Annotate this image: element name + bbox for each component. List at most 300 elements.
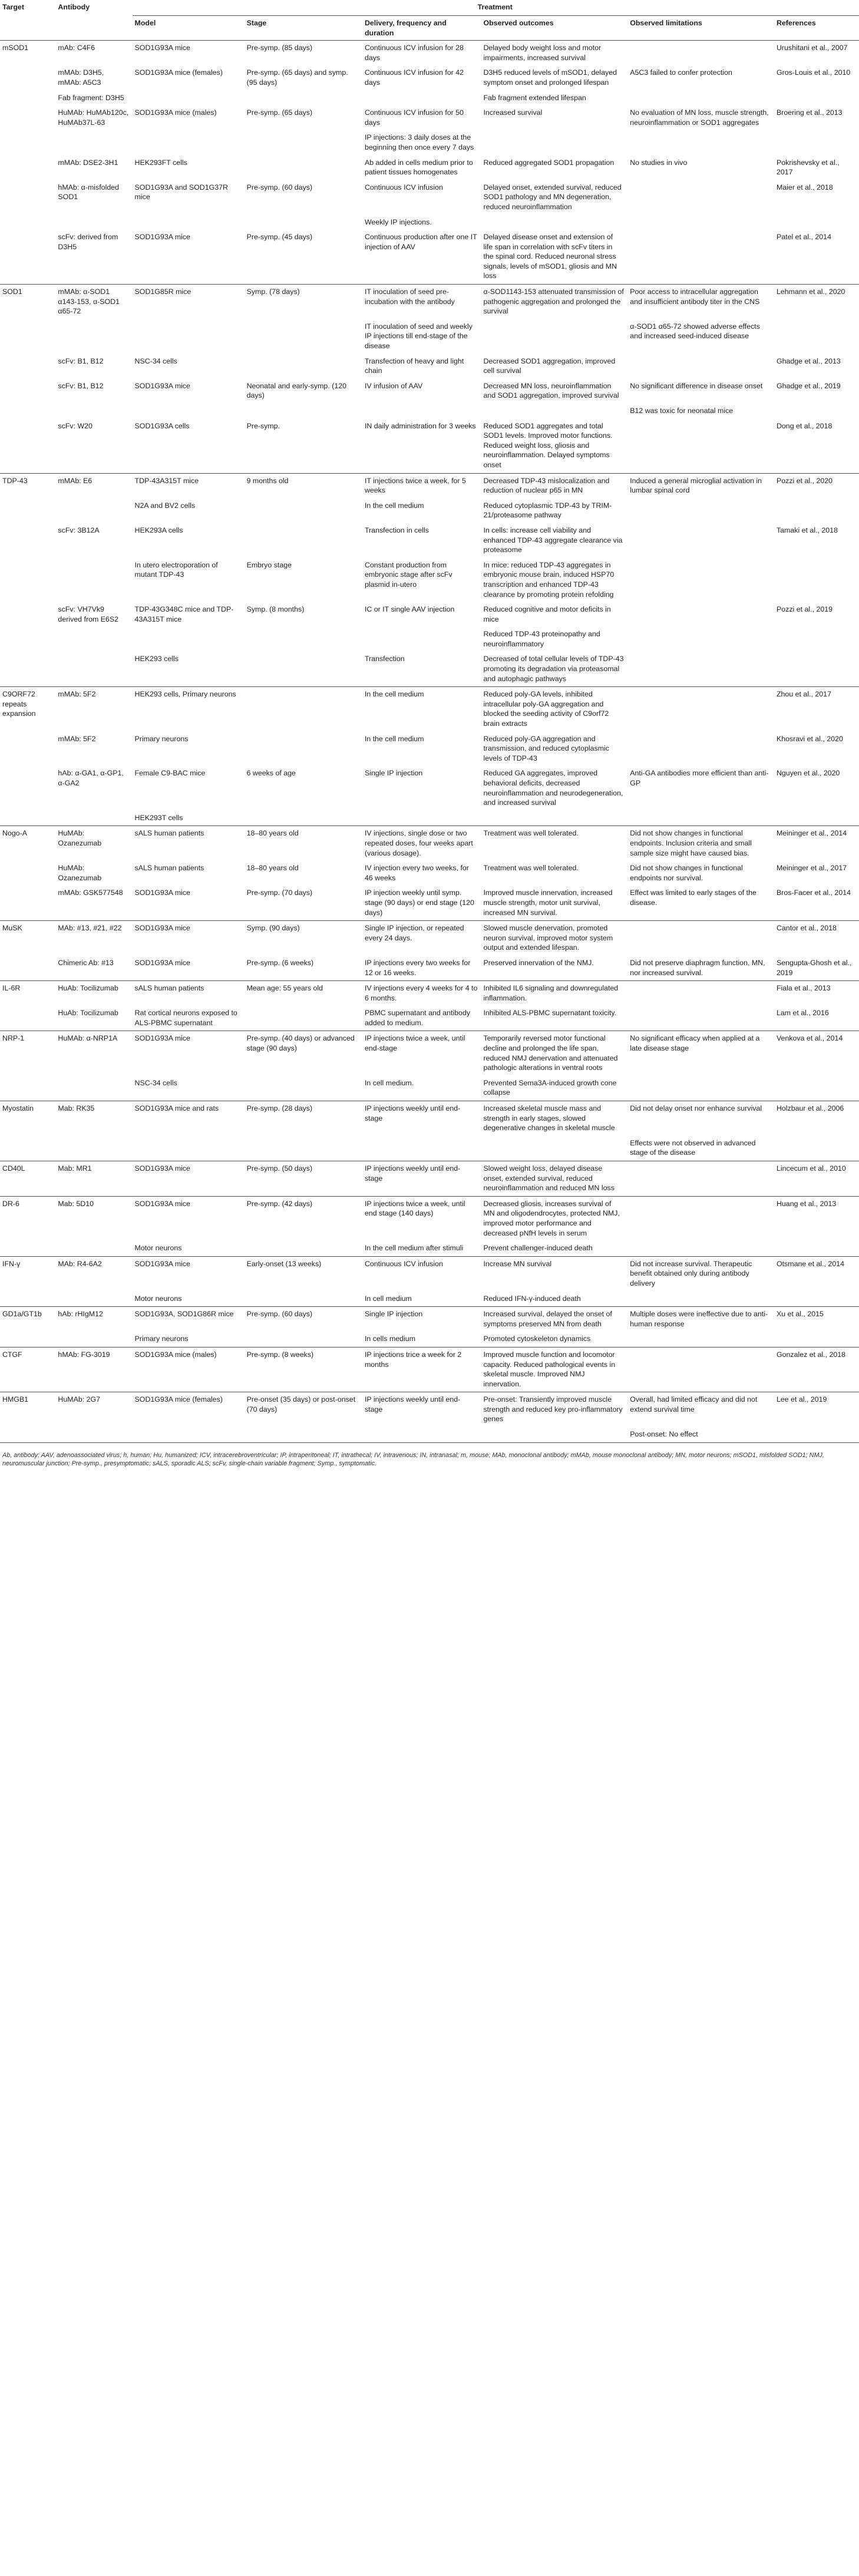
antibody-cell: scFv: VH7Vk9 derived from E6S2 [58, 605, 119, 623]
limitations-cell [627, 215, 774, 230]
target-cell [0, 1292, 55, 1307]
limitations-cell: Multiple doses were ineffective due to anti-human response [627, 1307, 774, 1332]
stage-cell: Pre-onset (35 days) or post-onset (70 days) [245, 1392, 362, 1427]
antibody-cell: scFv: B1, B12 [58, 356, 104, 365]
delivery-cell: In the cell medium [364, 734, 424, 743]
target-cell: Nogo-A [0, 826, 55, 861]
outcomes-cell: Increased skeletal muscle mass and strength in early stages, slowed degenerative changes in skeletal muscle [481, 1101, 627, 1136]
limitations-cell: Poor access to intracellular aggregation and insufficient antibody titer in the CNS [627, 285, 774, 319]
antibody-cell: scFv: derived from D3H5 [58, 233, 118, 251]
target-cell [0, 404, 55, 419]
delivery-cell: IV injection every two weeks, for 46 weeks [364, 864, 469, 882]
outcomes-cell: Decreased of total cellular levels of TDP-43 promoting its degradation via proteasomal and autophagic pathways [483, 655, 624, 683]
antibody-cell: MAb: R4-6A2 [55, 1256, 132, 1291]
reference-cell: Bros-Facer et al., 2014 [776, 889, 851, 897]
table-row [0, 1392, 859, 1427]
table-row [0, 91, 859, 106]
table-row [0, 1101, 859, 1136]
target-cell: CTGF [0, 1347, 55, 1392]
antibody-cell: mAb: C4F6 [55, 41, 132, 66]
limitations-cell [627, 558, 774, 602]
delivery-cell [362, 1136, 481, 1161]
model-cell: SOD1G93A mice [134, 958, 190, 967]
outcomes-cell: In cells: increase cell viability and enhanced TDP-43 aggregate clearance via proteasome [483, 526, 623, 554]
table-row [0, 1161, 859, 1197]
target-cell [0, 156, 55, 180]
limitations-cell [627, 41, 774, 66]
table-row [0, 558, 859, 602]
antibody-cell: Chimeric Ab: #13 [58, 958, 114, 967]
reference-cell: Khosravi et al., 2020 [776, 734, 843, 743]
target-cell: HMGB1 [0, 1392, 55, 1427]
delivery-cell: Transfection of heavy and light chain [364, 356, 464, 375]
delivery-cell: Constant production from embryonic stage after scFv plasmid in-utero [364, 560, 452, 589]
antibody-cell [55, 652, 132, 686]
table-row [0, 1136, 859, 1161]
outcomes-cell: Reduced IFN-γ-induced death [483, 1294, 581, 1303]
outcomes-cell [481, 811, 627, 826]
target-cell [0, 105, 55, 130]
limitations-cell [627, 1006, 774, 1031]
stage-cell [245, 687, 362, 732]
target-cell [0, 1241, 55, 1256]
outcomes-cell: Decreased SOD1 aggregation, improved cell survival [483, 356, 616, 375]
stage-cell [245, 1332, 362, 1347]
reference-cell: Pokrishevsky et al., 2017 [776, 158, 840, 177]
delivery-cell: Transfection in cells [364, 526, 429, 534]
outcomes-cell: Decreased TDP-43 mislocalization and reduction of nuclear p65 in MN [481, 473, 627, 498]
delivery-cell: IP injections weekly until end-stage [362, 1392, 481, 1427]
outcomes-cell: Prevented Sema3A-induced growth cone collapse [483, 1078, 617, 1097]
delivery-cell: PBMC supernatant and antibody added to medium. [364, 1009, 471, 1027]
antibody-cell: mMAb: D3H5, mMAb: A5C3 [58, 68, 104, 87]
delivery-cell [362, 627, 481, 652]
outcomes-cell: Increase MN survival [481, 1256, 627, 1291]
header-target: Target [2, 3, 24, 11]
table-row [0, 602, 859, 627]
model-cell: SOD1G93A mice [133, 1031, 245, 1076]
table-row [0, 523, 859, 558]
reference-cell: Ghadge et al., 2013 [776, 356, 841, 365]
limitations-cell: Induced a general microglial activation in lumbar spinal cord [627, 473, 774, 498]
reference-cell: Lehmann et al., 2020 [774, 285, 859, 319]
limitations-cell [627, 1241, 774, 1256]
outcomes-cell: Improved muscle innervation, increased muscle strength, motor unit survival, increased MN survival. [483, 889, 613, 917]
table-row [0, 354, 859, 379]
delivery-cell: IP injections weekly until end-stage [362, 1161, 481, 1197]
antibody-cell: HuMAb: 2G7 [55, 1392, 132, 1427]
model-cell: In utero electroporation of mutant TDP-43 [134, 560, 218, 579]
target-cell: MuSK [0, 921, 55, 956]
delivery-cell: IP injections: 3 daily doses at the beginning then once every 7 days [364, 133, 474, 151]
stage-cell [245, 732, 362, 767]
table-row [0, 65, 859, 90]
model-cell: SOD1G93A mice (males) [134, 108, 217, 117]
target-cell [0, 886, 55, 920]
outcomes-cell: Inhibited IL6 signaling and downregulated inflammation. [481, 981, 627, 1006]
table-row [0, 379, 859, 404]
limitations-cell [627, 811, 774, 826]
stage-cell: Pre-symp. (50 days) [245, 1161, 362, 1197]
model-cell: NSC-34 cells [134, 1078, 177, 1087]
outcomes-cell [481, 1136, 627, 1161]
stage-cell: Pre-symp. (60 days) [245, 1307, 362, 1332]
limitations-cell [627, 687, 774, 732]
table-row [0, 1332, 859, 1347]
target-cell: SOD1 [0, 285, 55, 319]
reference-cell: Ghadge et al., 2019 [776, 381, 841, 390]
outcomes-cell [481, 1427, 627, 1442]
limitations-cell [627, 498, 774, 523]
model-cell: SOD1G93A mice [134, 233, 190, 242]
outcomes-cell: Decreased gliosis, increases survival of MN and oligodendrocytes, protected NMJ, improved motor performance and decreased pNfH levels in serum [481, 1196, 627, 1241]
target-cell [0, 732, 55, 767]
delivery-cell: Single IP injection [364, 769, 423, 778]
delivery-cell: Continuous production after one IT injection of AAV [364, 233, 477, 251]
reference-cell: Fiala et al., 2013 [774, 981, 859, 1006]
reference-cell [774, 1332, 859, 1347]
table-row [0, 215, 859, 230]
outcomes-cell: Reduced cognitive and motor deficits in mice [483, 605, 611, 623]
delivery-cell: Continuous ICV infusion [362, 1256, 481, 1291]
outcomes-cell: Reduced GA aggregates, improved behavioral deficits, decreased neuroinflammation and neurodegeneration, and increased survival [483, 769, 623, 807]
outcomes-cell [481, 319, 627, 354]
antibody-cell: Mab: RK35 [55, 1101, 132, 1136]
model-cell: HEK293 cells, Primary neurons [133, 687, 245, 732]
antibody-cell: hAb: rHIgM12 [55, 1307, 132, 1332]
outcomes-cell: Delayed onset, extended survival, reduced SOD1 pathology and MN degeneration, reduced neuroinflammation [483, 183, 622, 211]
header-outcomes: Observed outcomes [481, 16, 627, 41]
limitations-cell: B12 was toxic for neonatal mice [630, 407, 734, 415]
limitations-cell [627, 1332, 774, 1347]
target-cell [0, 766, 55, 810]
limitations-cell: No significant efficacy when applied at a late disease stage [627, 1031, 774, 1076]
table-body [0, 41, 859, 1442]
model-cell [133, 1427, 245, 1442]
outcomes-cell: Pre-onset: Transiently improved muscle strength and reduced key pro-inflammatory genes [481, 1392, 627, 1427]
antibody-cell [55, 404, 132, 419]
target-cell [0, 1076, 55, 1101]
antibody-cell: hAb: α-GA1, α-GP1, α-GA2 [58, 769, 124, 787]
target-cell [0, 65, 55, 90]
reference-cell: Pozzi et al., 2019 [776, 605, 833, 614]
stage-cell [245, 215, 362, 230]
reference-cell: Urushitani et al., 2007 [774, 41, 859, 66]
antibody-cell [55, 1241, 132, 1256]
stage-cell: Pre-symp. (70 days) [246, 889, 313, 897]
antibody-cell [55, 1292, 132, 1307]
delivery-cell: IP injections weekly until end-stage [362, 1101, 481, 1136]
model-cell: SOD1G93A mice [134, 889, 190, 897]
model-cell [133, 130, 245, 155]
target-cell: TDP-43 [0, 473, 55, 498]
outcomes-cell: Fab fragment extended lifespan [483, 93, 586, 102]
model-cell: SOD1G93A mice (females) [134, 68, 223, 77]
limitations-cell [627, 354, 774, 379]
stage-cell: Pre-symp. (6 weeks) [246, 958, 314, 967]
model-cell: sALS human patients [133, 826, 245, 861]
outcomes-cell: Preserved innervation of the NMJ. [483, 958, 594, 967]
target-cell: DR-6 [0, 1196, 55, 1241]
model-cell: HEK293FT cells [134, 158, 187, 167]
antibody-cell: mMAb: 5F2 [58, 734, 96, 743]
model-cell: SOD1G85R mice [133, 285, 245, 319]
table-row [0, 285, 859, 319]
table-row [0, 1256, 859, 1291]
limitations-cell [627, 180, 774, 215]
target-cell [0, 861, 55, 886]
target-cell: Myostatin [0, 1101, 55, 1136]
stage-cell: Pre-symp. (60 days) [246, 183, 313, 191]
antibody-cell: MAb: #13, #21, #22 [55, 921, 132, 956]
target-cell [0, 215, 55, 230]
model-cell: Female C9-BAC mice [134, 769, 206, 778]
delivery-cell: In the cell medium after stimuli [364, 1244, 464, 1253]
model-cell: Primary neurons [134, 734, 189, 743]
table-row [0, 1307, 859, 1332]
target-cell [0, 379, 55, 404]
stage-cell [245, 811, 362, 826]
reference-cell: Sengupta-Ghosh et al., 2019 [776, 958, 852, 977]
outcomes-cell: Reduced TDP-43 proteinopathy and neuroinflammatory [483, 630, 600, 648]
reference-cell: Zhou et al., 2017 [774, 687, 859, 732]
stage-cell [245, 404, 362, 419]
model-cell: Rat cortical neurons exposed to ALS-PBMC supernatant [134, 1009, 237, 1027]
target-cell [0, 354, 55, 379]
antibody-cell [55, 130, 132, 155]
table-row [0, 1292, 859, 1307]
reference-cell [774, 558, 859, 602]
outcomes-cell: Increased survival [483, 108, 543, 117]
target-cell: C9ORF72 repeats expansion [0, 687, 55, 732]
delivery-cell: Continuous ICV infusion for 50 days [364, 108, 464, 127]
table-row [0, 319, 859, 354]
delivery-cell: In cell medium. [364, 1078, 414, 1087]
model-cell [133, 215, 245, 230]
antibody-cell [55, 558, 132, 602]
antibody-cell [55, 498, 132, 523]
limitations-cell: Did not preserve diaphragm function, MN, nor increased survival. [630, 958, 765, 977]
reference-cell: Otsmane et al., 2014 [774, 1256, 859, 1291]
table-row [0, 41, 859, 66]
reference-cell [774, 652, 859, 686]
model-cell: HEK293 cells [134, 655, 179, 663]
limitations-cell: Effect was limited to early stages of the disease. [630, 889, 756, 907]
limitations-cell [627, 1196, 774, 1241]
antibody-cell: hMAb: FG-3019 [55, 1347, 132, 1392]
table-row [0, 180, 859, 215]
stage-cell: Pre-symp. (28 days) [245, 1101, 362, 1136]
outcomes-cell: D3H5 reduced levels of mSOD1, delayed symptom onset and prolonged lifespan [483, 68, 617, 87]
stage-cell [245, 1136, 362, 1161]
target-cell [0, 652, 55, 686]
reference-cell: Xu et al., 2015 [774, 1307, 859, 1332]
reference-cell [774, 319, 859, 354]
antibody-cell: HuAb: Tocilizumab [58, 1009, 118, 1018]
delivery-cell: Continuous ICV infusion for 28 days [362, 41, 481, 66]
outcomes-cell: Delayed body weight loss and motor impairments, increased survival [481, 41, 627, 66]
delivery-cell: IT inoculation of seed pre-incubation with the antibody [362, 285, 481, 319]
header-stage: Stage [245, 16, 362, 41]
stage-cell: Pre-symp. (8 weeks) [245, 1347, 362, 1392]
delivery-cell: Weekly IP injections. [364, 217, 432, 226]
delivery-cell: IT injections twice a week, for 5 weeks [362, 473, 481, 498]
reference-cell: Meininger et al., 2014 [774, 826, 859, 861]
limitations-cell: Post-onset: No effect [627, 1427, 774, 1442]
model-cell [133, 1136, 245, 1161]
outcomes-cell: Prevent challenger-induced death [483, 1244, 593, 1253]
target-cell [0, 230, 55, 284]
header-treatment: Treatment [133, 0, 859, 16]
model-cell [133, 91, 245, 106]
model-cell: sALS human patients [134, 864, 204, 873]
stage-cell [245, 156, 362, 180]
model-cell: NSC-34 cells [134, 356, 177, 365]
outcomes-cell: Slowed weight loss, delayed disease onset, extended survival, reduced neuroinflammation and reduced MN loss [481, 1161, 627, 1197]
outcomes-cell: Decreased MN loss, neuroinflammation and SOD1 aggregation, improved survival [483, 381, 619, 400]
stage-cell: 6 weeks of age [246, 769, 296, 778]
table-row [0, 687, 859, 732]
stage-cell [245, 498, 362, 523]
reference-cell: Tamaki et al., 2018 [776, 526, 838, 534]
limitations-cell: Anti-GA antibodies more efficient than anti-GP [630, 769, 769, 787]
stage-cell [245, 1076, 362, 1101]
target-cell [0, 319, 55, 354]
table-row [0, 404, 859, 419]
delivery-cell: In cells medium [364, 1335, 416, 1343]
outcomes-cell: In mice: reduced TDP-43 aggregates in embryonic mouse brain, induced HSP70 transcription and enhanced TDP-43 clearance by promoting protein refolding [483, 560, 614, 599]
limitations-cell: Overall, had limited efficacy and did not extend survival time [627, 1392, 774, 1427]
target-cell [0, 1006, 55, 1031]
model-cell: SOD1G93A, SOD1G86R mice [133, 1307, 245, 1332]
delivery-cell: Continuous ICV infusion [364, 183, 443, 191]
table-row [0, 1031, 859, 1076]
stage-cell: Pre-symp. (45 days) [246, 233, 313, 242]
model-cell: TDP-43A315T mice [133, 473, 245, 498]
antibody-cell [55, 319, 132, 354]
outcomes-cell: Temporarily reversed motor functional decline and prolonged the life span, reduced NMJ denervation and attenuated pathologic alterations in ventral roots [481, 1031, 627, 1076]
antibody-cell: scFv: B1, B12 [58, 381, 104, 390]
antibody-cell [55, 1427, 132, 1442]
outcomes-cell: Reduced poly-GA aggregation and transmission, and reduced cytoplasmic levels of TDP-43 [483, 734, 609, 762]
stage-cell: Pre-symp. (85 days) [245, 41, 362, 66]
limitations-cell: No significant difference in disease onset [630, 381, 763, 390]
antibody-cell: Mab: 5D10 [55, 1196, 132, 1241]
limitations-cell [627, 602, 774, 627]
table-row [0, 156, 859, 180]
outcomes-cell: Treatment was well tolerated. [481, 826, 627, 861]
reference-cell: Gros-Louis et al., 2010 [776, 68, 851, 77]
target-cell [0, 180, 55, 215]
antibody-cell: scFv: W20 [58, 421, 92, 430]
reference-cell: Lincecum et al., 2010 [774, 1161, 859, 1197]
antibody-cell: mMAb: GSK577548 [58, 889, 123, 897]
outcomes-cell: Inhibited ALS-PBMC supernatant toxicity. [483, 1009, 617, 1018]
limitations-cell [627, 1292, 774, 1307]
model-cell: SOD1G93A mice [133, 1256, 245, 1291]
reference-cell: Lam et al., 2016 [776, 1009, 829, 1018]
reference-cell: Meininger et al., 2017 [776, 864, 847, 873]
table-row [0, 1347, 859, 1392]
model-cell: SOD1G93A mice (females) [133, 1392, 245, 1427]
model-cell: sALS human patients [133, 981, 245, 1006]
reference-cell: Dong et al., 2018 [776, 421, 832, 430]
stage-cell: 9 months old [245, 473, 362, 498]
stage-cell: Pre-symp. (65 days) [246, 108, 313, 117]
table-row [0, 732, 859, 767]
limitations-cell [627, 981, 774, 1006]
model-cell: SOD1G93A mice [133, 1161, 245, 1197]
stage-cell [245, 319, 362, 354]
model-cell: SOD1G93A mice [133, 921, 245, 956]
stage-cell: Pre-symp. (40 days) or advanced stage (90 days) [245, 1031, 362, 1076]
reference-cell: Broering et al., 2013 [776, 108, 843, 117]
limitations-cell [627, 732, 774, 767]
limitations-cell: α-SOD1 α65-72 showed adverse effects and increased seed-induced disease [630, 322, 760, 341]
table-row [0, 861, 859, 886]
reference-cell [774, 1136, 859, 1161]
target-cell [0, 498, 55, 523]
outcomes-cell: Reduced cytoplasmic TDP-43 by TRIM-21/proteasome pathway [483, 501, 612, 520]
target-cell: GD1a/GT1b [0, 1307, 55, 1332]
stage-cell [245, 354, 362, 379]
stage-cell [245, 652, 362, 686]
table-row [0, 473, 859, 498]
delivery-cell: IT inoculation of seed and weekly IP injections till end-stage of the disease [364, 322, 473, 351]
delivery-cell: IN daily administration for 3 weeks [364, 421, 476, 430]
outcomes-cell: Promoted cytoskeleton dynamics [483, 1335, 591, 1343]
stage-cell: Pre-symp. (65 days) and symp. (95 days) [246, 68, 348, 87]
reference-cell: Huang et al., 2013 [774, 1196, 859, 1241]
table-row [0, 419, 859, 473]
reference-cell [774, 1241, 859, 1256]
reference-cell: Gonzalez et al., 2018 [774, 1347, 859, 1392]
stage-cell [245, 130, 362, 155]
limitations-cell: Effects were not observed in advanced stage of the disease [630, 1138, 756, 1157]
antibody-cell [55, 1076, 132, 1101]
antibody-cell: HuMAb: Ozanezumab [58, 864, 102, 882]
reference-cell [774, 1292, 859, 1307]
outcomes-cell: α-SOD1143-153 attenuated transmission of pathogenic aggregation and prolonged the survival [481, 285, 627, 319]
table-footnote: Ab, antibody; AAV, adenoassociated virus; h, human; Hu, humanized; ICV, intracerebroventricular; IP, intraperitoneal; IT, intrathecal; IV, intravenous; IN, intranasal; m, mouse; MAb, monoclonal antibody; mMAb, mouse monoclonal antibody; MN, motor neurons; mSOD1, misfolded SOD1; NMJ, neuromuscular junction; Pre-symp., presymptomatic; sALS, sporadic ALS; scFv, single-chain variable fragment; Symp., symptomatic. [2, 1451, 824, 1467]
delivery-cell: Continuous ICV infusion for 42 days [364, 68, 464, 87]
limitations-cell: No studies in vivo [630, 158, 688, 167]
target-cell [0, 627, 55, 652]
target-cell [0, 130, 55, 155]
model-cell: HEK293T cells [134, 813, 183, 822]
limitations-cell [627, 1161, 774, 1197]
reference-cell: Maier et al., 2018 [776, 183, 833, 191]
antibody-cell: HuAb: Tocilizumab [55, 981, 132, 1006]
table-row [0, 766, 859, 810]
table-row [0, 1241, 859, 1256]
table-row [0, 130, 859, 155]
stage-cell [245, 523, 362, 558]
header-row-top [0, 0, 859, 16]
delivery-cell [362, 1427, 481, 1442]
table-row [0, 105, 859, 130]
delivery-cell: In the cell medium [364, 501, 424, 510]
outcomes-cell: Reduced SOD1 aggregates and total SOD1 levels. Improved motor functions. Reduced weight loss, gliosis and neuroinflammation. Delayed symptoms onset [483, 421, 613, 469]
target-cell [0, 1332, 55, 1347]
limitations-cell [627, 1076, 774, 1101]
model-cell: Primary neurons [134, 1335, 189, 1343]
limitations-cell: A5C3 failed to confer protection [630, 68, 732, 77]
antibody-cell: HuMAb: Ozanezumab [55, 826, 132, 861]
model-cell: SOD1G93A mice and rats [133, 1101, 245, 1136]
stage-cell: 18–80 years old [246, 864, 299, 873]
delivery-cell: Transfection [364, 655, 405, 663]
